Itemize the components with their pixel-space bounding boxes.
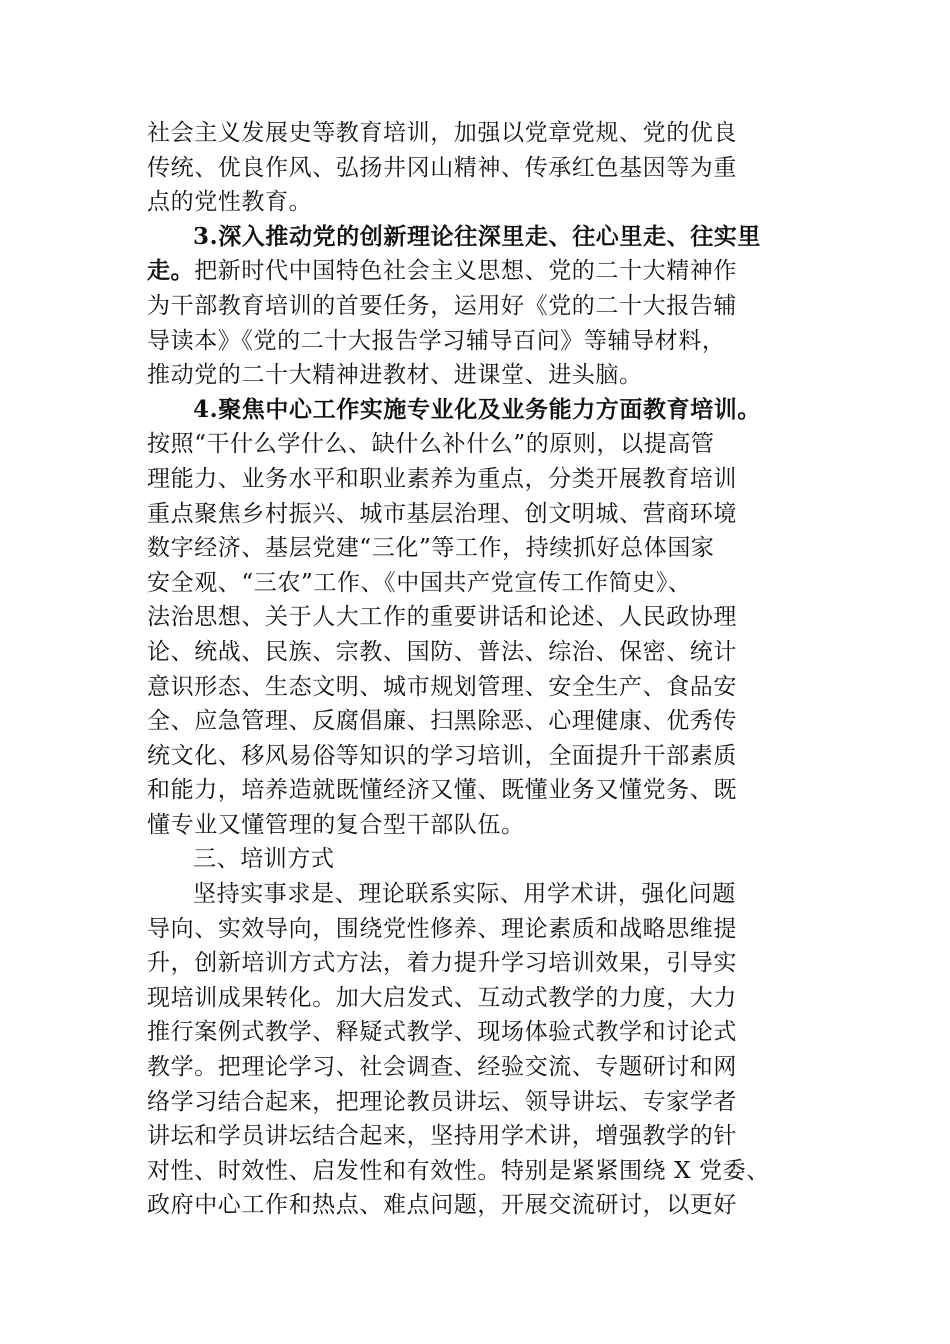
- text-line: 为干部教育培训的首要任务，运用好《党的二十大报告辅: [147, 292, 737, 319]
- text-line: 坚持实事求是、理论联系实际、用学术讲，强化问题: [193, 881, 736, 908]
- text-line: 现培训成果转化。加大启发式、互动式教学的力度，大力: [147, 984, 737, 1011]
- text-line: 全、应急管理、反腐倡廉、扫黑除恶、心理健康、优秀传: [147, 708, 737, 735]
- text-segment: 把新时代中国特色社会主义思想、党的二十大精神作: [194, 258, 738, 285]
- text-line: 推动党的二十大精神进教材、进课堂、进头脑。: [147, 362, 643, 389]
- text-line: 点的党性教育。: [147, 189, 313, 216]
- text-line: 安全观、“三农”工作、《中国共产党宣传工作简史》、: [147, 569, 692, 596]
- text-line: 论、统战、民族、宗教、国防、普法、综治、保密、统计: [147, 638, 737, 665]
- text-line: 政府中心工作和热点、难点问题，开展交流研讨，以更好: [147, 1192, 737, 1219]
- text-line: 对性、时效性、启发性和有效性。特别是紧紧围绕 X 党委、: [147, 1157, 770, 1184]
- text-line: 络学习结合起来，把理论教员讲坛、领导讲坛、专家学者: [147, 1088, 737, 1115]
- text-line: 数字经济、基层党建“三化”等工作，持续抓好总体国家: [147, 535, 715, 562]
- text-line: 统文化、移风易俗等知识的学习培训，全面提升干部素质: [147, 742, 737, 769]
- text-line: 升，创新培训方式方法，着力提升学习培训效果，引导实: [147, 950, 737, 977]
- subheading-3-continuation: 走。: [147, 257, 195, 285]
- text-line: 和能力，培养造就既懂经济又懂、既懂业务又懂党务、既: [147, 777, 737, 804]
- text-line: 按照“干什么学什么、缺什么补什么”的原则，以提高管: [147, 431, 715, 458]
- body-text: [147, 116, 827, 1223]
- text-line: 讲坛和学员讲坛结合起来，坚持用学术讲，增强教学的针: [147, 1123, 737, 1150]
- text-line: 重点聚焦乡村振兴、城市基层治理、创文明城、营商环境: [147, 500, 737, 527]
- text-line: 意识形态、生态文明、城市规划管理、安全生产、食品安: [147, 673, 737, 700]
- subheading-3: 3.深入推动党的创新理论往深里走、往心里走、往实里: [193, 222, 762, 250]
- text-line: [147, 254, 827, 289]
- text-line: 导向、实效导向，围绕党性修养、理论素质和战略思维提: [147, 915, 737, 942]
- text-line: 理能力、业务水平和职业素养为重点，分类开展教育培训: [147, 465, 737, 492]
- subheading-4: 4.聚焦中心工作实施专业化及业务能力方面教育培训。: [193, 395, 762, 423]
- text-line: 社会主义发展史等教育培训，加强以党章党规、党的优良: [147, 120, 737, 146]
- text-line: 推行案例式教学、释疑式教学、现场体验式教学和讨论式: [147, 1019, 737, 1046]
- text-line: 懂专业又懂管理的复合型干部队伍。: [147, 811, 525, 838]
- text-line: 导读本》《党的二十大报告学习辅导百问》等辅导材料，: [147, 327, 726, 354]
- text-line: 教学。把理论学习、社会调查、经验交流、专题研讨和网: [147, 1054, 737, 1081]
- text-line: 法治思想、关于人大工作的重要讲话和论述、人民政协理: [147, 604, 737, 631]
- section-heading: 三、培训方式: [193, 846, 335, 873]
- text-line: 传统、优良作风、弘扬井冈山精神、传承红色基因等为重: [147, 154, 737, 181]
